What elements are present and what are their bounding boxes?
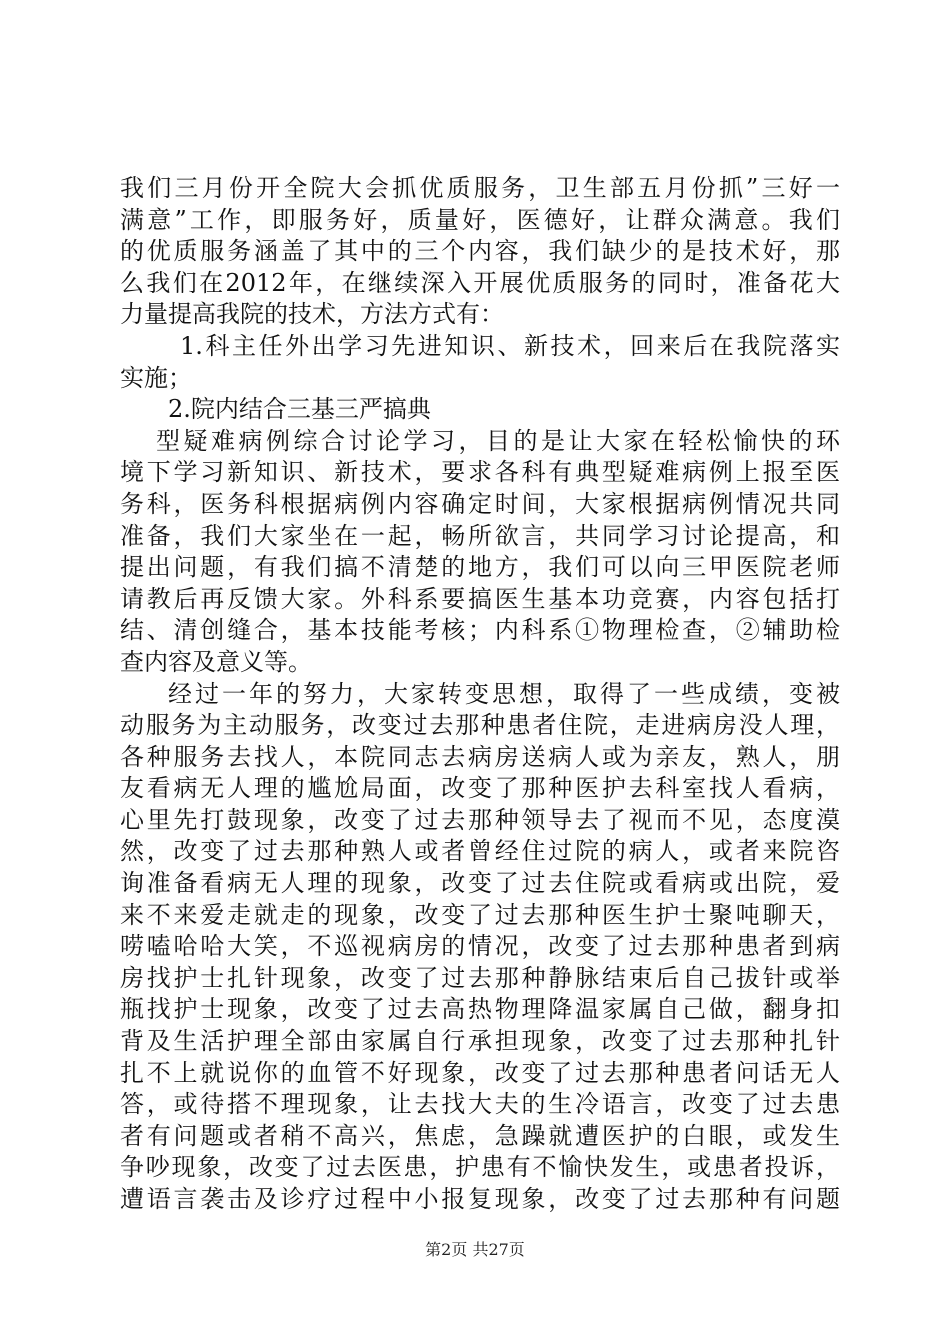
text-line: 扎不上就说你的血管不好现象，改变了过去那种患者问话无人 [120,1058,840,1087]
text-line: 提出问题，有我们搞不清楚的地方，我们可以向三甲医院老师 [120,553,840,582]
text-line: 的优质服务涵盖了其中的三个内容，我们缺少的是技术好，那 [120,237,840,266]
text-line: 瓶找护士现象，改变了过去高热物理降温家属自己做，翻身扣 [120,995,840,1024]
text-line: 型疑难病例综合讨论学习，目的是让大家在轻松愉快的环 [156,426,840,455]
list-item-2: 2.院内结合三基三严搞典 [168,395,431,424]
text-line: 查内容及意义等。 [120,647,312,676]
text-line: 各种服务去找人，本院同志去病房送病人或为亲友，熟人，朋 [120,742,840,771]
text-line: 结、清创缝合，基本技能考核；内科系①物理检查，②辅助检 [120,616,840,645]
text-line: 我们三月份开全院大会抓优质服务，卫生部五月份抓”三好一 [120,174,840,202]
text-line: 境下学习新知识、新技术，要求各科有典型疑难病例上报至医 [120,458,840,487]
page-number-footer: 第2页 共27页 [425,1240,525,1259]
text-line: 背及生活护理全部由家属自行承担现象，改变了过去那种扎针 [120,1027,840,1056]
text-line: 来不来爱走就走的现象，改变了过去那种医生护士聚吨聊天， [120,900,840,929]
text-line: 务科，医务科根据病例内容确定时间，大家根据病例情况共同 [120,489,840,518]
text-line: 心里先打鼓现象，改变了过去那种领导去了视而不见，态度漠 [120,805,840,834]
text-line: 唠嗑哈哈大笑，不巡视病房的情况，改变了过去那种患者到病 [120,932,840,961]
text-line: 答，或待搭不理现象，让去找大夫的生冷语言，改变了过去患 [120,1090,840,1119]
text-line: 房找护士扎针现象，改变了过去那种静脉结束后自己拔针或举 [120,963,840,992]
list-item-1: 1.科主任外出学习先进知识、新技术，回来后在我院落实 [180,331,840,360]
text-line: 友看病无人理的尴尬局面，改变了那种医护去科室找人看病， [120,774,840,803]
text-line: 询准备看病无人理的现象，改变了过去住院或看病或出院，爱 [120,869,840,898]
text-line: 力量提高我院的技术，方法方式有： [120,300,504,329]
text-line: 然，改变了过去那种熟人或者曾经住过院的病人，或者来院咨 [120,837,840,866]
text-line: 动服务为主动服务，改变过去那种患者住院，走进病房没人理， [120,711,840,740]
text-line: 准备，我们大家坐在一起，畅所欲言，共同学习讨论提高，和 [120,521,840,550]
text-line: 请教后再反馈大家。外科系要搞医生基本功竞赛，内容包括打 [120,584,840,613]
text-line: 么我们在2012年，在继续深入开展优质服务的同时，准备花大 [120,268,840,297]
document-body [120,173,840,1216]
text-line: 满意”工作，即服务好，质量好，医德好，让群众满意。我们 [120,205,840,234]
text-line: 实施； [120,363,192,392]
text-line: 遭语言袭击及诊疗过程中小报复现象，改变了过去那种有问题 [120,1185,840,1213]
paragraph-start: 经过一年的努力，大家转变思想，取得了一些成绩，变被 [168,679,840,708]
text-line: 争吵现象，改变了过去医患，护患有不愉快发生，或患者投诉， [120,1153,840,1182]
text-line: 者有问题或者稍不高兴，焦虑，急躁就遭医护的白眼，或发生 [120,1121,840,1150]
